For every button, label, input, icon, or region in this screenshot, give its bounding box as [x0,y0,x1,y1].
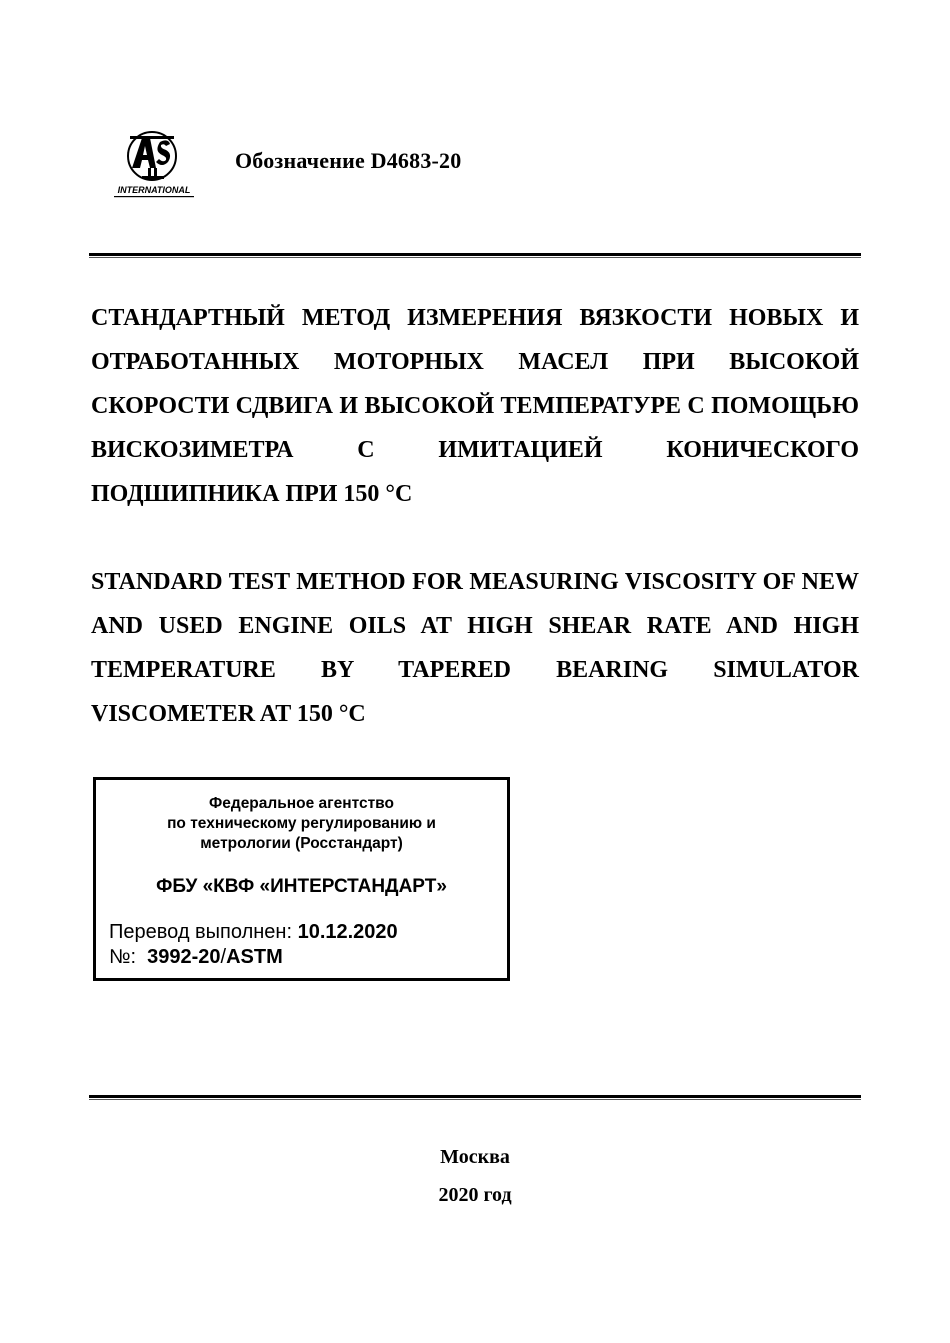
bottom-divider [89,1095,861,1100]
stamp-organization: ФБУ «КВФ «ИНТЕРСТАНДАРТ» [156,876,447,897]
stamp-number-separator: / [220,946,227,968]
stamp-translation-date [109,921,398,944]
title-russian: СТАНДАРТНЫЙ МЕТОД ИЗМЕРЕНИЯ ВЯЗКОСТИ НОВЫХ И ОТРАБОТАННЫХ МОТОРНЫХ МАСЕЛ ПРИ ВЫСОКОЙ СКОРОСТИ СДВИГА И ВЫСОКОЙ ТЕМПЕРАТУРЕ С ПОМОЩЬЮ ВИСКОЗИМЕТРА С ИМИТАЦИЕЙ КОНИЧЕСКОГО ПОДШИПНИКА ПРИ 150 °C [91,305,859,507]
title-english: STANDARD TEST METHOD FOR MEASURING VISCOSITY OF NEW AND USED ENGINE OILS AT HIGH SHEAR RATE AND HIGH TEMPERATURE BY TAPERED BEARING SIMULATOR VISCOMETER AT 150 °C [91,569,859,727]
stamp-number-suffix: ASTM [226,946,283,968]
stamp-agency-line2: по техническому регулированию и [167,815,436,832]
stamp-agency [96,794,507,854]
astm-logo-icon [110,128,198,200]
logo-caption: INTERNATIONAL [117,185,191,195]
document-designation: Обозначение D4683-20 [235,148,462,173]
stamp-number-label: №: [109,946,137,968]
stamp-agency-line1: Федеральное агентство [209,795,394,812]
stamp-number [109,946,283,969]
stamp-agency-line3: метрологии (Росстандарт) [200,835,403,852]
stamp-number-value: 3992-20 [147,946,221,968]
top-divider [89,253,861,258]
stamp-translated-date: 10.12.2020 [297,921,398,943]
translation-stamp [93,777,510,981]
stamp-translated-label: Перевод выполнен: [109,921,293,943]
footer-city: Москва [440,1146,510,1168]
astm-logo [110,128,198,200]
footer-year: 2020 год [438,1184,512,1206]
